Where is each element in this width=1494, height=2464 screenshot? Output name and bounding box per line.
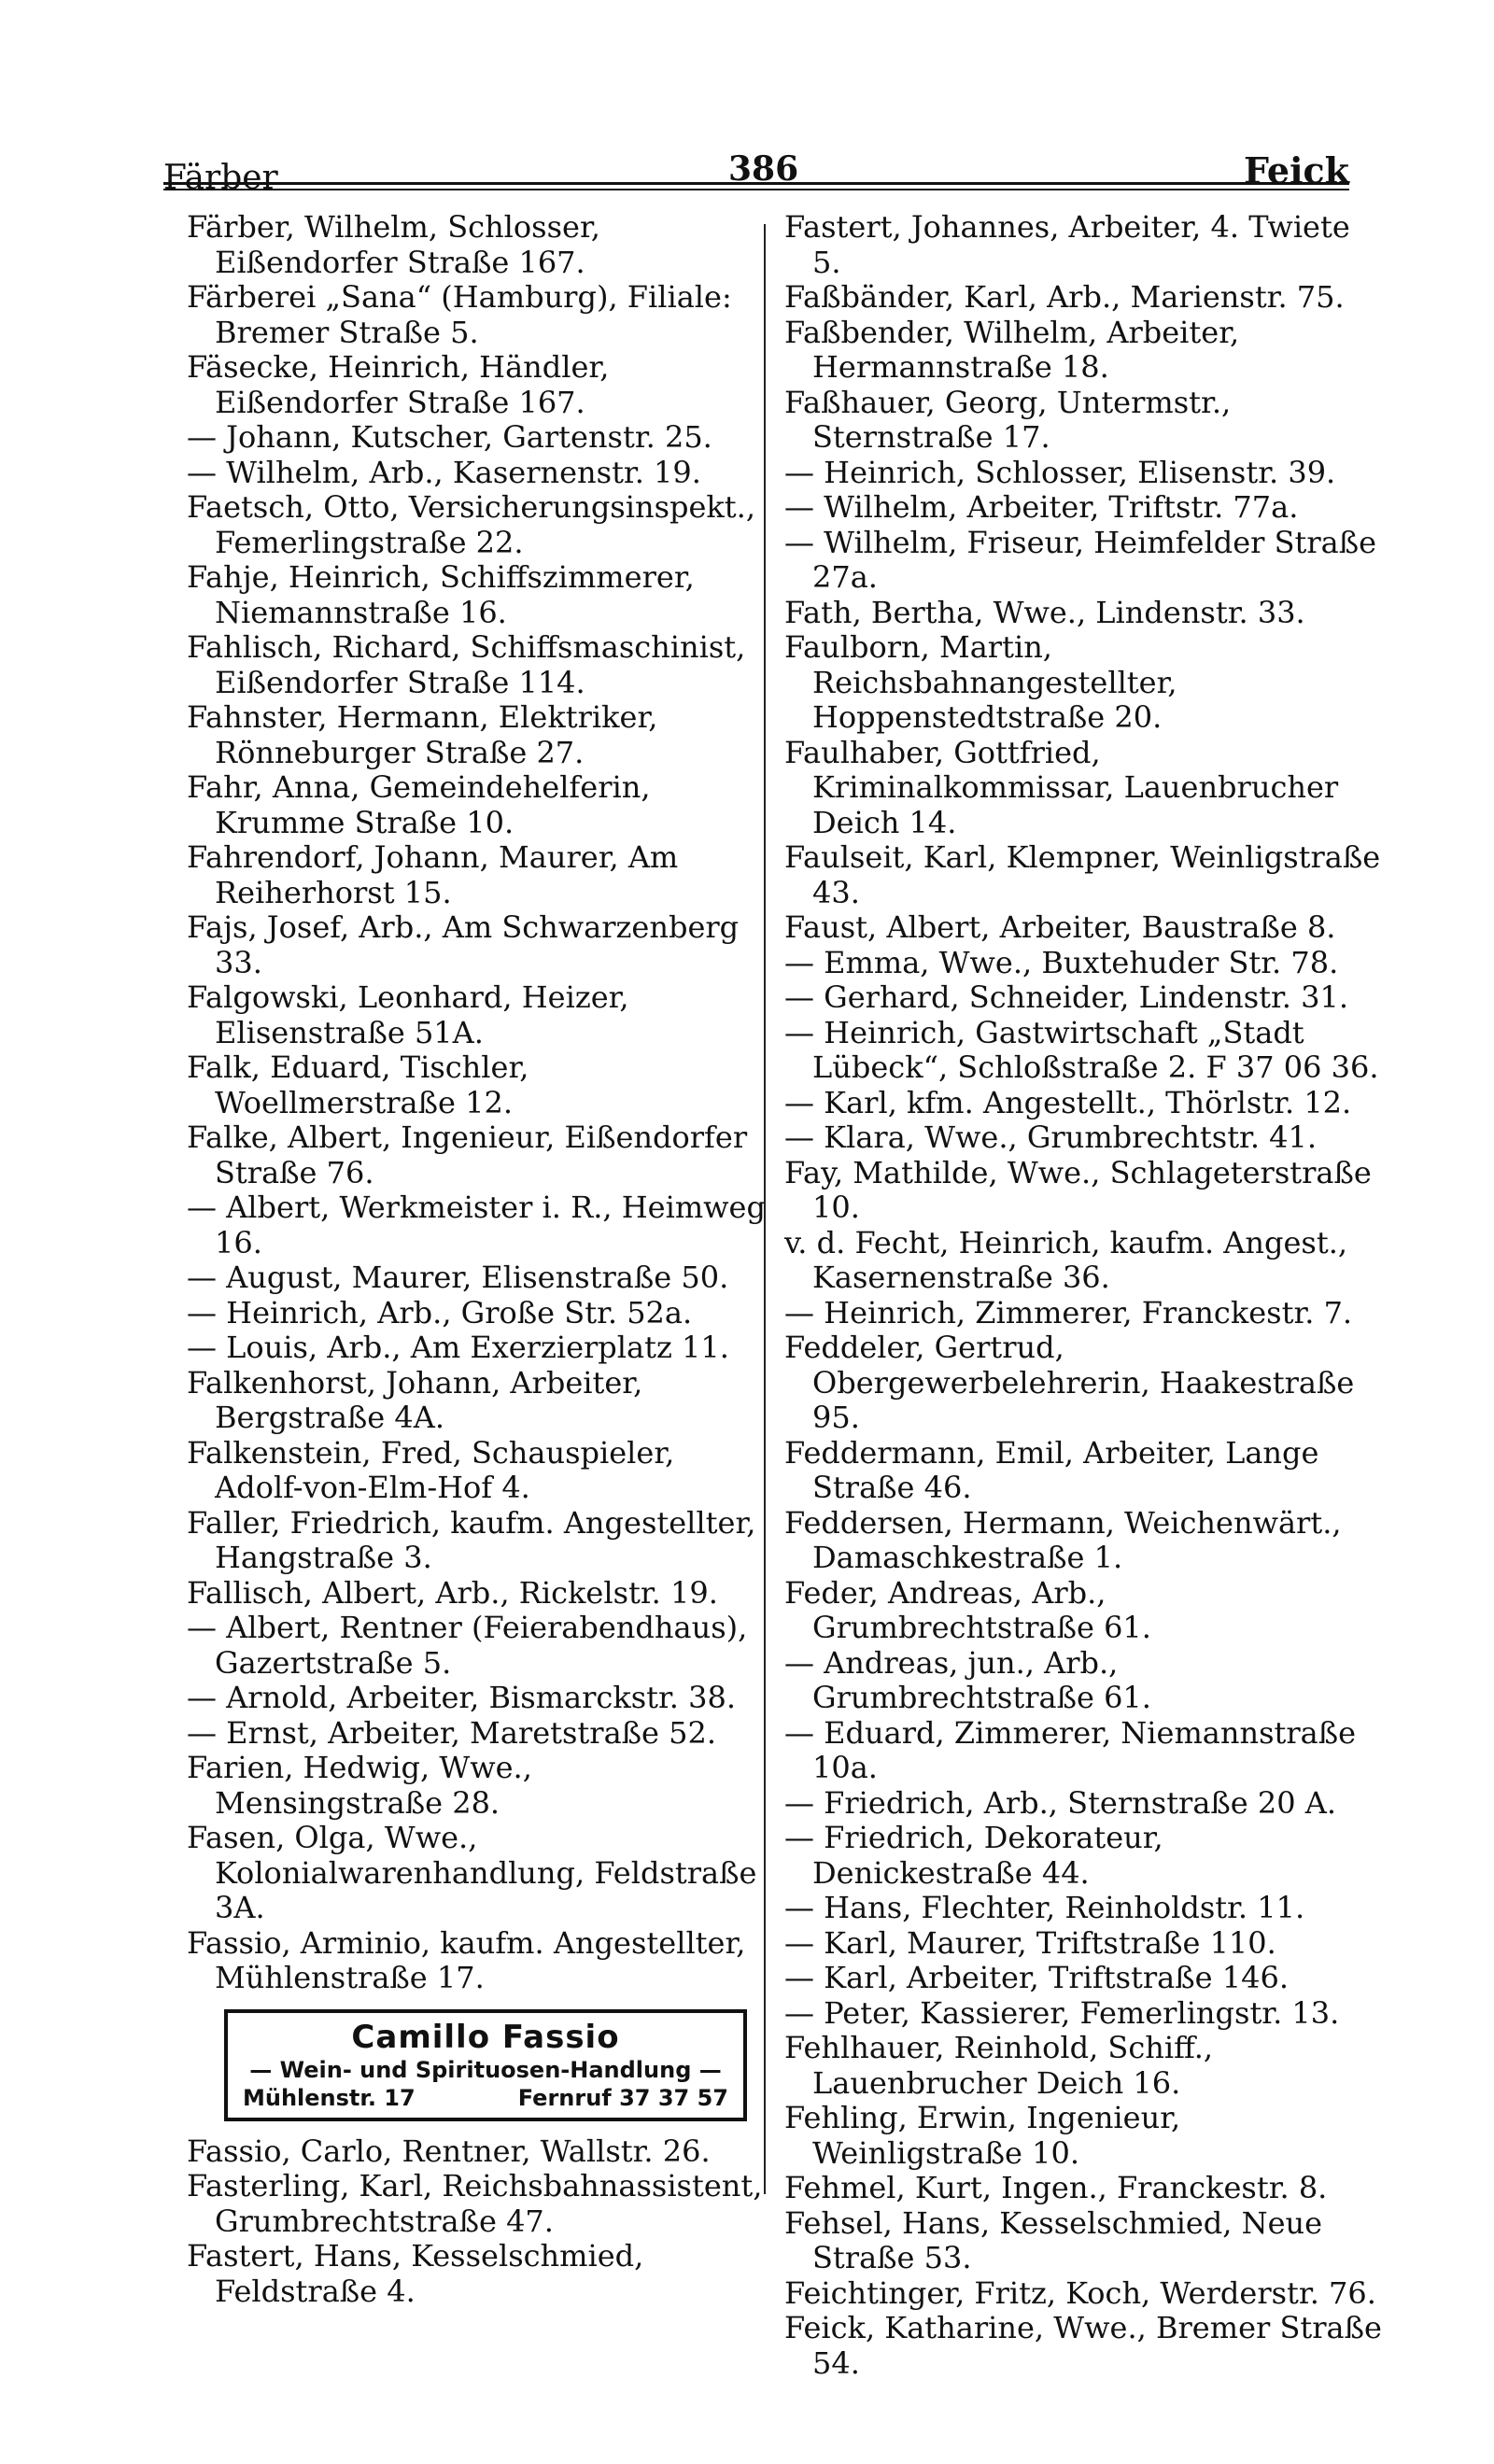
directory-entry: Falkenhorst, Johann, Arbeiter, Bergstraße 4A. [187,1364,643,1435]
directory-entry: Fajs, Josef, Arb., Am Schwarzenberg 33. [187,909,740,980]
directory-entry: — Gerhard, Schneider, Lindenstr. 31. [784,979,1348,1015]
directory-entry: Farien, Hedwig, Wwe., Mensingstraße 28. [187,1750,532,1821]
directory-entry: Falke, Albert, Ingenieur, Eißendorfer Straße 76. [187,1119,748,1190]
ad-address: Mühlenstr. 17 [243,2084,416,2111]
directory-entry: Fath, Bertha, Wwe., Lindenstr. 33. [784,594,1305,630]
directory-entry: Falk, Eduard, Tischler, Woellmerstraße 12. [187,1049,529,1120]
directory-entry: Faßbender, Wilhelm, Arbeiter, Hermannstraße 18. [784,314,1240,385]
advertisement-box [224,2009,747,2121]
directory-entry: Faulseit, Karl, Klempner, Weinligstraße 43. [784,839,1381,910]
directory-entry: — Friedrich, Arb., Sternstraße 20 A. [784,1784,1337,1821]
directory-entry: Faller, Friedrich, kaufm. Angestellter, Hangstraße 3. [187,1504,756,1575]
directory-entry: Faetsch, Otto, Versicherungsinspekt., Femerlingstraße 22. [187,489,755,560]
ad-business-line: — Wein- und Spirituosen-Handlung — [249,2056,722,2083]
directory-entry: Fäsecke, Heinrich, Händler, Eißendorfer Straße 167. [187,349,610,420]
directory-entry: — Heinrich, Arb., Große Str. 52a. [187,1294,693,1331]
directory-entry: Fahlisch, Richard, Schiffsmaschinist, Eißendorfer Straße 114. [187,629,746,700]
directory-entry: — Wilhelm, Friseur, Heimfelder Straße 27a. [784,524,1377,595]
directory-entry: Fehling, Erwin, Ingenieur, Weinligstraße 10. [784,2100,1181,2171]
directory-entry: Färber, Wilhelm, Schlosser, Eißendorfer Straße 167. [187,209,600,280]
directory-entry: Feddersen, Hermann, Weichenwärt., Damaschkestraße 1. [784,1504,1342,1575]
directory-entry: Fasen, Olga, Wwe., Kolonialwarenhandlung, Feldstraße 3A. [187,1820,757,1925]
directory-entry: — Heinrich, Zimmerer, Franckestr. 7. [784,1294,1353,1331]
directory-entry: Fehmel, Kurt, Ingen., Franckestr. 8. [784,2170,1328,2205]
directory-entry: Faulborn, Martin, Reichsbahnangestellter, Hoppenstedtstraße 20. [784,629,1177,735]
right-entries [784,210,1382,2381]
directory-entry: Faßhauer, Georg, Untermstr., Sternstraße 17. [784,384,1232,455]
directory-entry: Faust, Albert, Arbeiter, Baustraße 8. [784,909,1336,945]
directory-entry: Feder, Andreas, Arb., Grumbrechtstraße 61. [784,1574,1151,1645]
directory-entry: Falgowski, Leonhard, Heizer, Elisenstraße 51A. [187,979,629,1050]
directory-entry: — Heinrich, Gastwirtschaft „Stadt Lübeck“, Schloßstraße 2. F 37 06 36. [784,1014,1379,1085]
directory-entry: — Emma, Wwe., Buxtehuder Str. 78. [784,944,1339,980]
directory-entry: — Hans, Flechter, Reinholdstr. 11. [784,1890,1305,1925]
directory-entry: — Friedrich, Dekorateur, Denickestraße 44. [784,1820,1163,1891]
directory-entry: Fallisch, Albert, Arb., Rickelstr. 19. [187,1574,718,1611]
directory-entry: — Albert, Werkmeister i. R., Heimweg 16. [187,1190,766,1260]
directory-entry: — Eduard, Zimmerer, Niemannstraße 10a. [784,1714,1357,1785]
page-number: 386 [728,149,799,189]
directory-entry: Fasterling, Karl, Reichsbahnassistent, Grumbrechtstraße 47. [187,2168,763,2239]
column-divider [764,224,766,2194]
left-entries [187,210,766,1996]
directory-entry: Fastert, Hans, Kesselschmied, Feldstraße 4. [187,2238,644,2309]
directory-entry: — Klara, Wwe., Grumbrechtstr. 41. [784,1119,1318,1155]
directory-entry: — Arnold, Arbeiter, Bismarckstr. 38. [187,1680,736,1715]
directory-entry: — Peter, Kassierer, Femerlingstr. 13. [784,1994,1340,2031]
directory-entry: Fastert, Johannes, Arbeiter, 4. Twiete 5. [784,209,1350,280]
directory-entry: Feick, Katharine, Wwe., Bremer Straße 54. [784,2310,1382,2381]
left-column [187,210,766,2309]
directory-entry: — August, Maurer, Elisenstraße 50. [187,1260,729,1295]
directory-entry: — Ernst, Arbeiter, Maretstraße 52. [187,1714,717,1751]
left-entries-after [187,2134,766,2310]
directory-entry: — Louis, Arb., Am Exerzierplatz 11. [187,1330,729,1365]
directory-entry: — Karl, Maurer, Triftstraße 110. [784,1924,1276,1961]
directory-entry: Falkenstein, Fred, Schauspieler, Adolf-von-Elm-Hof 4. [187,1434,675,1505]
header-rule [163,182,1349,190]
directory-entry: Fehlhauer, Reinhold, Schiff., Lauenbrucher Deich 16. [784,2030,1214,2101]
directory-entry: Fahrendorf, Johann, Maurer, Am Reiherhorst 15. [187,839,679,910]
directory-entry: Fassio, Carlo, Rentner, Wallstr. 26. [187,2133,711,2169]
directory-entry: Feichtinger, Fritz, Koch, Werderstr. 76. [784,2274,1376,2311]
directory-entry: — Johann, Kutscher, Gartenstr. 25. [187,419,712,455]
header-right-keyword: Feick [1244,149,1349,191]
directory-entry: Faßbänder, Karl, Arb., Marienstr. 75. [784,279,1345,315]
directory-entry: — Andreas, jun., Arb., Grumbrechtstraße 61. [784,1644,1151,1715]
directory-entry: — Karl, Arbeiter, Triftstraße 146. [784,1960,1289,1995]
right-column [784,210,1382,2381]
directory-entry: Fehsel, Hans, Kesselschmied, Neue Straße 53. [784,2204,1323,2275]
directory-entry: — Karl, kfm. Angestellt., Thörlstr. 12. [784,1084,1352,1120]
directory-entry: — Albert, Rentner (Feierabendhaus), Gazertstraße 5. [187,1610,748,1681]
directory-entry: Fahje, Heinrich, Schiffszimmerer, Niemannstraße 16. [187,559,695,630]
directory-entry: — Wilhelm, Arb., Kasernenstr. 19. [187,454,701,490]
directory-entry: Fahnster, Hermann, Elektriker, Rönneburger Straße 27. [187,699,658,770]
ad-footer [237,2084,734,2112]
directory-entry: Feddermann, Emil, Arbeiter, Lange Straße 46. [784,1434,1319,1505]
directory-entry: Feddeler, Gertrud, Obergewerbelehrerin, Haakestraße 95. [784,1330,1355,1435]
directory-entry: Faulhaber, Gottfried, Kriminalkommissar, Lauenbrucher Deich 14. [784,734,1339,840]
header-left-keyword: Färber [163,159,278,197]
directory-entry: Fahr, Anna, Gemeindehelferin, Krumme Straße 10. [187,769,651,840]
directory-entry: Färberei „Sana“ (Hamburg), Filiale: Bremer Straße 5. [187,279,732,350]
directory-entry: Fassio, Arminio, kaufm. Angestellter, Mühlenstraße 17. [187,1924,746,1995]
directory-entry: v. d. Fecht, Heinrich, kaufm. Angest., Kasernenstraße 36. [784,1224,1348,1295]
directory-entry: — Wilhelm, Arbeiter, Triftstr. 77a. [784,489,1299,525]
ad-phone: Fernruf 37 37 57 [517,2084,728,2111]
directory-entry: Fay, Mathilde, Wwe., Schlageterstraße 10. [784,1154,1372,1225]
ad-company-name: Camillo Fassio [351,2018,620,2056]
directory-entry: — Heinrich, Schlosser, Elisenstr. 39. [784,454,1336,490]
